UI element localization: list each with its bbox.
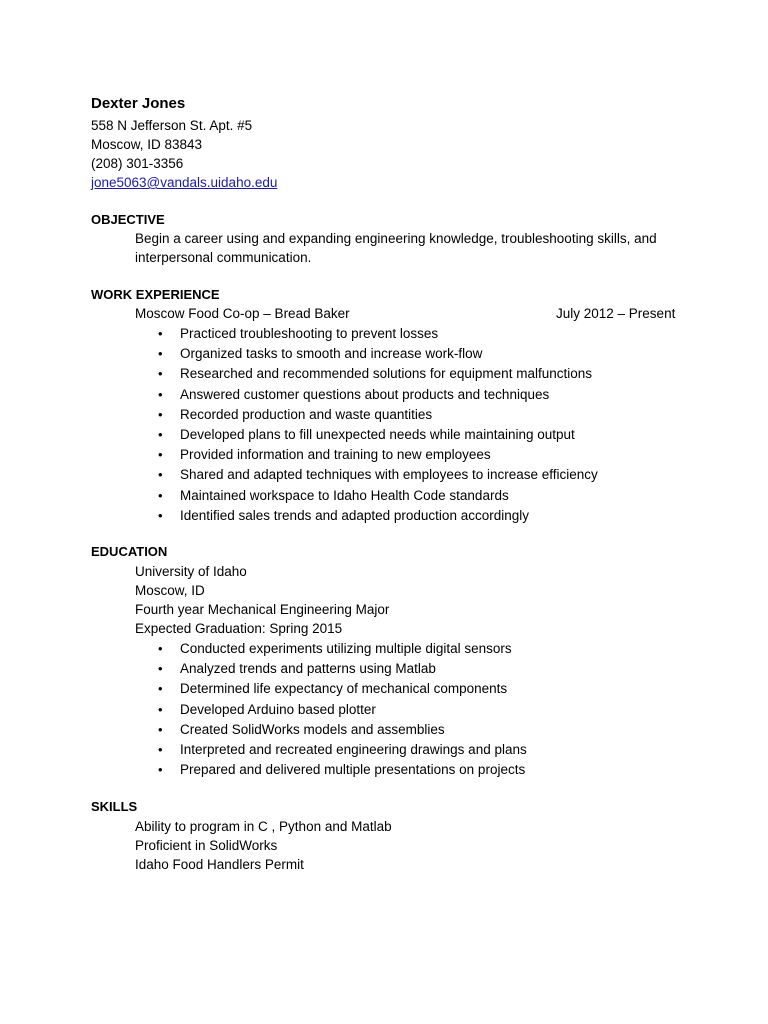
school-location: Moscow, ID <box>135 583 205 598</box>
education-details <box>135 562 389 638</box>
skills-heading: SKILLS <box>91 799 138 814</box>
skill-item: Ability to program in C , Python and Matlab <box>135 819 392 834</box>
bullet-icon: • <box>158 507 163 523</box>
bullet-icon: • <box>158 641 163 656</box>
contact-block <box>91 116 277 192</box>
bullet-icon: • <box>158 762 163 778</box>
bullet-icon: • <box>158 467 163 483</box>
school-name: University of Idaho <box>135 564 247 579</box>
skills-list <box>135 817 392 874</box>
work-experience-heading: WORK EXPERIENCE <box>91 287 220 302</box>
bullet-icon: • <box>158 326 163 341</box>
bullet-icon: • <box>158 346 163 362</box>
address-line-1: 558 N Jefferson St. Apt. #5 <box>91 118 253 133</box>
bullet-icon: • <box>158 366 163 382</box>
skill-item: Proficient in SolidWorks <box>135 838 278 853</box>
objective-heading: OBJECTIVE <box>91 212 165 227</box>
bullet-icon: • <box>158 406 163 422</box>
job-dates: July 2012 – Present <box>556 306 676 321</box>
bullet-icon: • <box>158 681 163 697</box>
education-heading: EDUCATION <box>91 544 168 559</box>
skill-item: Idaho Food Handlers Permit <box>135 857 304 872</box>
resume-page: Dexter Jones 558 N Jefferson St. Apt. #5 Moscow, ID 83843 (208) 301-3356 jone5063@vandals.uidaho.edu OBJECTIVE Begin a career using and expanding engineering knowledge, troubleshooting skills, and interpersonal communication. WORK EXPERIENCE Moscow Food Co-op – Bread Baker July 2012 – Present • Practiced troubleshooting to prevent losses • Organized tasks to smooth and increase work-flow • Researched and recommended solutions for equipment malfunctions • Answered customer questions about products and techniques • Recorded production and waste quantities • Developed plans to fill unexpected needs while maintaining output • Provided information and training to new employees • Shared and adapted techniques with employees to increase efficiency • Maintained workspace to Idaho Health Code standards • Identified sales trends and adapted production accordingly EDUCATION University of Idaho Moscow, ID Fourth year Mechanical Engineering Major Expected Graduation: Spring 2015 • Conducted experiments utilizing multiple digital sensors • Analyzed trends and patterns using Matlab • Determined life expectancy of mechanical components • Developed Arduino based plotter • Created SolidWorks models and assemblies • Interpreted and recreated engineering drawings and plans • Prepared and delivered multiple presentations on projects SKILLS Ability to program in C , Python and Matlab Proficient in SolidWorks Idaho Food Handlers Permit <box>0 0 768 1024</box>
bullet-icon: • <box>158 447 163 463</box>
job-position: Moscow Food Co-op – Bread Baker <box>135 306 350 321</box>
phone-number: (208) 301-3356 <box>91 156 184 171</box>
bullet-icon: • <box>158 386 163 402</box>
bullet-icon: • <box>158 701 163 717</box>
bullet-icon: • <box>158 741 163 757</box>
bullet-icon: • <box>158 487 163 503</box>
objective-text <box>135 229 657 267</box>
email-link[interactable]: jone5063@vandals.uidaho.edu <box>91 175 278 190</box>
bullet-icon: • <box>158 661 163 677</box>
address-line-2: Moscow, ID 83843 <box>91 137 203 152</box>
major: Fourth year Mechanical Engineering Major <box>135 602 390 617</box>
graduation: Expected Graduation: Spring 2015 <box>135 621 343 636</box>
bullet-icon: • <box>158 426 163 442</box>
objective-line-2: interpersonal communication. <box>135 250 312 265</box>
objective-line-1: Begin a career using and expanding engineering knowledge, troubleshooting skills, and <box>135 231 657 246</box>
bullet-icon: • <box>158 721 163 737</box>
resume-name: Dexter Jones <box>91 95 186 112</box>
